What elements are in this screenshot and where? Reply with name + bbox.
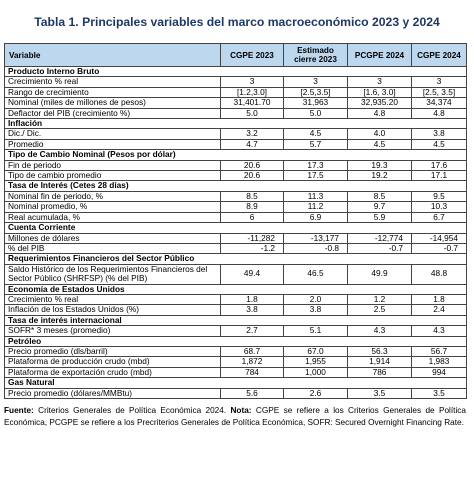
fuente-label: Fuente: bbox=[4, 406, 34, 415]
value-cell: 4.7 bbox=[221, 139, 284, 149]
value-cell: 3 bbox=[284, 77, 348, 87]
section-row bbox=[5, 150, 467, 160]
table-row bbox=[5, 294, 467, 304]
value-cell: 4.5 bbox=[284, 129, 348, 139]
table-row bbox=[5, 160, 467, 170]
header-cgpe-2024: CGPE 2024 bbox=[412, 44, 467, 67]
row-label: Precio promedio (dólares/MMBtu) bbox=[5, 388, 221, 398]
row-label: Real acumulada, % bbox=[5, 212, 221, 222]
section-row bbox=[5, 284, 467, 294]
value-cell: [1.6, 3.0] bbox=[348, 87, 412, 97]
value-cell: 1,955 bbox=[284, 357, 348, 367]
value-cell: 2.5 bbox=[348, 305, 412, 315]
value-cell: 9.7 bbox=[348, 202, 412, 212]
value-cell: -13,177 bbox=[284, 233, 348, 243]
section-heading: Tipo de Cambio Nominal (Pesos por dólar) bbox=[5, 150, 467, 160]
value-cell: 56.7 bbox=[412, 346, 467, 356]
table-row bbox=[5, 98, 467, 108]
value-cell: 1,000 bbox=[284, 367, 348, 377]
value-cell: 19.2 bbox=[348, 171, 412, 181]
table-row bbox=[5, 388, 467, 398]
section-row bbox=[5, 315, 467, 325]
value-cell: 20.6 bbox=[221, 160, 284, 170]
nota-text: CGPE se refiere a los Criterios Generales de Política Económica, PCGPE se refiere a los Precriterios Generales de Política Económica, SOFR: Secured Overnight Financing Rate. bbox=[4, 406, 467, 427]
value-cell: 3.8 bbox=[221, 305, 284, 315]
value-cell: 4.0 bbox=[348, 129, 412, 139]
table-row bbox=[5, 212, 467, 222]
value-cell: 49.9 bbox=[348, 264, 412, 284]
section-heading: Tasa de interés internacional bbox=[5, 315, 467, 325]
value-cell: 3 bbox=[412, 77, 467, 87]
value-cell: -12,774 bbox=[348, 233, 412, 243]
row-label: Plataforma de exportación crudo (mbd) bbox=[5, 367, 221, 377]
table-row bbox=[5, 87, 467, 97]
value-cell: 32,935.20 bbox=[348, 98, 412, 108]
value-cell: 784 bbox=[221, 367, 284, 377]
table-body bbox=[5, 67, 467, 399]
value-cell: 5.0 bbox=[284, 108, 348, 118]
section-row bbox=[5, 378, 467, 388]
value-cell: 4.5 bbox=[412, 139, 467, 149]
section-heading: Economía de Estados Unidos bbox=[5, 284, 467, 294]
row-label: Crecimiento % real bbox=[5, 294, 221, 304]
section-row bbox=[5, 181, 467, 191]
row-label: Rango de crecimiento bbox=[5, 87, 221, 97]
row-label: Deflactor del PIB (crecimiento %) bbox=[5, 108, 221, 118]
table-row bbox=[5, 367, 467, 377]
value-cell: 67.0 bbox=[284, 346, 348, 356]
value-cell: 3 bbox=[221, 77, 284, 87]
value-cell: 8.5 bbox=[221, 191, 284, 201]
value-cell: 11.2 bbox=[284, 202, 348, 212]
section-row bbox=[5, 223, 467, 233]
section-row bbox=[5, 119, 467, 129]
value-cell: 11.3 bbox=[284, 191, 348, 201]
value-cell: 2.4 bbox=[412, 305, 467, 315]
value-cell: 9.5 bbox=[412, 191, 467, 201]
value-cell: 4.3 bbox=[348, 326, 412, 336]
row-label: Fin de periodo bbox=[5, 160, 221, 170]
table-row bbox=[5, 129, 467, 139]
table-row bbox=[5, 305, 467, 315]
value-cell: 4.8 bbox=[348, 108, 412, 118]
section-heading: Petróleo bbox=[5, 336, 467, 346]
value-cell: 4.8 bbox=[412, 108, 467, 118]
value-cell: -11,282 bbox=[221, 233, 284, 243]
row-label: Inflación de los Estados Unidos (%) bbox=[5, 305, 221, 315]
footer-note bbox=[4, 405, 466, 429]
value-cell: 6 bbox=[221, 212, 284, 222]
table-header-row bbox=[5, 44, 467, 67]
section-row bbox=[5, 67, 467, 77]
value-cell: 5.6 bbox=[221, 388, 284, 398]
table-row bbox=[5, 326, 467, 336]
table-row bbox=[5, 139, 467, 149]
value-cell: 1.2 bbox=[348, 294, 412, 304]
value-cell: 1,872 bbox=[221, 357, 284, 367]
value-cell: 19.3 bbox=[348, 160, 412, 170]
table-row bbox=[5, 202, 467, 212]
value-cell: 46.5 bbox=[284, 264, 348, 284]
section-heading: Inflación bbox=[5, 119, 467, 129]
table-row bbox=[5, 171, 467, 181]
row-label: Tipo de cambio promedio bbox=[5, 171, 221, 181]
value-cell: [1.2,3.0] bbox=[221, 87, 284, 97]
value-cell: 786 bbox=[348, 367, 412, 377]
value-cell: 3.5 bbox=[348, 388, 412, 398]
value-cell: 4.5 bbox=[348, 139, 412, 149]
value-cell: [2.5, 3.5] bbox=[412, 87, 467, 97]
row-label: SOFR* 3 meses (promedio) bbox=[5, 326, 221, 336]
value-cell: 56.3 bbox=[348, 346, 412, 356]
value-cell: 6.7 bbox=[412, 212, 467, 222]
table-row bbox=[5, 108, 467, 118]
table-title: Tabla 1. Principales variables del marco macroeconómico 2023 y 2024 bbox=[34, 15, 440, 29]
value-cell: 6.9 bbox=[284, 212, 348, 222]
value-cell: 8.5 bbox=[348, 191, 412, 201]
section-heading: Tasa de Interés (Cetes 28 días) bbox=[5, 181, 467, 191]
value-cell: 17.6 bbox=[412, 160, 467, 170]
value-cell: 68.7 bbox=[221, 346, 284, 356]
row-label: Nominal promedio, % bbox=[5, 202, 221, 212]
value-cell: 17.1 bbox=[412, 171, 467, 181]
value-cell: 994 bbox=[412, 367, 467, 377]
header-estimado-cierre-2023: Estimado cierre 2023 bbox=[284, 44, 348, 67]
value-cell: [2.5,3.5] bbox=[284, 87, 348, 97]
value-cell: 5.7 bbox=[284, 139, 348, 149]
row-label: Precio promedio (dls/barril) bbox=[5, 346, 221, 356]
table-row bbox=[5, 233, 467, 243]
row-label: Crecimiento % real bbox=[5, 77, 221, 87]
value-cell: 3 bbox=[348, 77, 412, 87]
table-row bbox=[5, 264, 467, 284]
value-cell: 31,401.70 bbox=[221, 98, 284, 108]
table-row bbox=[5, 77, 467, 87]
row-label: Nominal fin de periodo, % bbox=[5, 191, 221, 201]
value-cell: 3.8 bbox=[284, 305, 348, 315]
value-cell: -14,954 bbox=[412, 233, 467, 243]
table-row bbox=[5, 346, 467, 356]
table-row bbox=[5, 243, 467, 253]
header-pcgpe-2024: PCGPE 2024 bbox=[348, 44, 412, 67]
value-cell: 3.5 bbox=[412, 388, 467, 398]
value-cell: -0.7 bbox=[412, 243, 467, 253]
value-cell: 5.0 bbox=[221, 108, 284, 118]
value-cell: 2.7 bbox=[221, 326, 284, 336]
nota-label: Nota: bbox=[230, 406, 252, 415]
value-cell: 48.8 bbox=[412, 264, 467, 284]
value-cell: 17.3 bbox=[284, 160, 348, 170]
value-cell: 17.5 bbox=[284, 171, 348, 181]
value-cell: 5.9 bbox=[348, 212, 412, 222]
value-cell: 34,374 bbox=[412, 98, 467, 108]
section-row bbox=[5, 336, 467, 346]
section-heading: Cuenta Corriente bbox=[5, 223, 467, 233]
value-cell: -0.7 bbox=[348, 243, 412, 253]
row-label: Nominal (miles de millones de pesos) bbox=[5, 98, 221, 108]
value-cell: 1.8 bbox=[221, 294, 284, 304]
header-variable: Variable bbox=[5, 44, 221, 67]
value-cell: 49.4 bbox=[221, 264, 284, 284]
section-row bbox=[5, 254, 467, 264]
value-cell: 2.0 bbox=[284, 294, 348, 304]
table-row bbox=[5, 191, 467, 201]
fuente-text: Criterios Generales de Política Económica 2024. bbox=[33, 406, 231, 415]
header-cgpe-2023: CGPE 2023 bbox=[221, 44, 284, 67]
value-cell: 1.8 bbox=[412, 294, 467, 304]
row-label: Dic./ Dic. bbox=[5, 129, 221, 139]
value-cell: -1.2 bbox=[221, 243, 284, 253]
row-label: Millones de dólares bbox=[5, 233, 221, 243]
value-cell: 10.3 bbox=[412, 202, 467, 212]
table-row bbox=[5, 357, 467, 367]
value-cell: 2.6 bbox=[284, 388, 348, 398]
value-cell: 3.2 bbox=[221, 129, 284, 139]
row-label: Promedio bbox=[5, 139, 221, 149]
macro-variables-table bbox=[4, 43, 467, 399]
value-cell: -0.8 bbox=[284, 243, 348, 253]
row-label: Saldo Histórico de los Requerimientos Financieros del Sector Público (SHRFSP) (% del PIB) bbox=[5, 264, 221, 284]
section-heading: Requerimientos Financieros del Sector Público bbox=[5, 254, 467, 264]
row-label: % del PIB bbox=[5, 243, 221, 253]
value-cell: 3.8 bbox=[412, 129, 467, 139]
value-cell: 20.6 bbox=[221, 171, 284, 181]
value-cell: 8.9 bbox=[221, 202, 284, 212]
row-label: Plataforma de producción crudo (mbd) bbox=[5, 357, 221, 367]
value-cell: 5.1 bbox=[284, 326, 348, 336]
section-heading: Gas Natural bbox=[5, 378, 467, 388]
value-cell: 1,914 bbox=[348, 357, 412, 367]
value-cell: 4.3 bbox=[412, 326, 467, 336]
value-cell: 1,983 bbox=[412, 357, 467, 367]
section-heading: Producto Interno Bruto bbox=[5, 67, 467, 77]
value-cell: 31,963 bbox=[284, 98, 348, 108]
